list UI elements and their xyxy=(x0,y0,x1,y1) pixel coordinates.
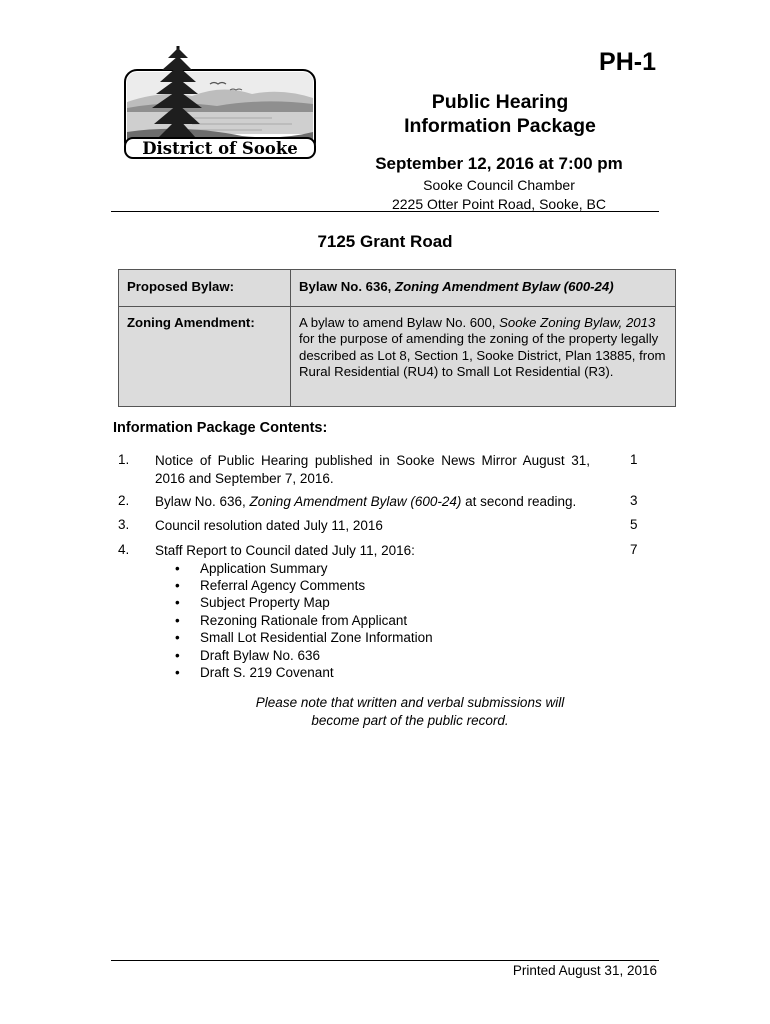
property-address: 7125 Grant Road xyxy=(317,232,453,251)
title-line-1: Public Hearing xyxy=(431,91,569,113)
table-row xyxy=(119,270,676,307)
logo-text: District of Sooke xyxy=(142,139,298,158)
document-code: PH-1 xyxy=(599,48,656,76)
list-item xyxy=(118,517,638,535)
list-item xyxy=(118,452,638,487)
item-text: Notice of Public Hearing published in Sooke News Mirror August 31, 2016 and September 7, 2016. xyxy=(155,453,590,486)
item-bylaw-name: Zoning Amendment Bylaw (600-24) xyxy=(249,494,462,509)
bullet-item: • Application Summary xyxy=(175,560,328,576)
item-text: Staff Report to Council dated July 11, 2016: • Application Summary • Referral Agency Comments • Subject Property Map • Rezoning Rationale from Applicant • Small Lot Residential Zone Information • Draft Bylaw No. 636 • Draft S. 219 Covenant xyxy=(155,542,590,681)
zoning-rest: for the purpose of amending the zoning of the property legally described as Lot 8, Section 1, Sooke District, Plan 13885, from Rural Residential (RU4) to Small Lot Residential (R3). xyxy=(299,331,666,379)
item-page: 3 xyxy=(630,493,638,508)
item-page: 1 xyxy=(630,452,638,467)
note-line-1: Please note that written and verbal submissions will xyxy=(255,695,565,710)
zoning-label: Zoning Amendment: xyxy=(119,306,291,406)
document-title xyxy=(380,90,620,138)
bullet-item: • Subject Property Map xyxy=(175,595,330,611)
item-number: 2. xyxy=(118,493,130,508)
list-item xyxy=(118,542,638,681)
item-page: 5 xyxy=(630,517,638,532)
zoning-bylaw-name: Sooke Zoning Bylaw, 2013 xyxy=(499,314,656,330)
item-text: Council resolution dated July 11, 2016 xyxy=(155,518,383,533)
printed-date: Printed August 31, 2016 xyxy=(512,963,657,978)
contents-heading: Information Package Contents: xyxy=(113,420,328,436)
bullet-item: • Small Lot Residential Zone Information xyxy=(175,630,433,646)
list-item xyxy=(118,493,638,511)
footer-divider xyxy=(111,960,659,961)
public-record-note xyxy=(200,694,620,730)
item-number: 1. xyxy=(118,452,130,467)
bylaw-prefix: Bylaw No. 636, xyxy=(299,279,396,294)
zoning-prefix: A bylaw to amend Bylaw No. 600, xyxy=(299,314,500,330)
venue-line-1: Sooke Council Chamber xyxy=(423,177,575,193)
title-line-2: Information Package xyxy=(404,115,596,137)
item-number: 4. xyxy=(118,542,130,557)
bullet-item: • Referral Agency Comments xyxy=(175,577,366,593)
bullet-item: • Draft S. 219 Covenant xyxy=(175,664,334,680)
table-row xyxy=(119,306,676,406)
zoning-value xyxy=(291,306,676,406)
staff-report-bullets xyxy=(155,560,590,682)
summary-table xyxy=(118,269,676,407)
bullet-item: • Draft Bylaw No. 636 xyxy=(175,647,321,663)
district-of-sooke-logo xyxy=(122,44,318,160)
item-text: Bylaw No. 636, Zoning Amendment Bylaw (600-24) at second reading. xyxy=(155,494,577,509)
venue-line-2: 2225 Otter Point Road, Sooke, BC xyxy=(391,196,606,212)
hearing-date: September 12, 2016 at 7:00 pm xyxy=(375,154,623,173)
item-number: 3. xyxy=(118,517,130,532)
bullet-item: • Rezoning Rationale from Applicant xyxy=(175,612,408,628)
header-divider xyxy=(111,211,659,212)
note-line-2: become part of the public record. xyxy=(311,713,509,728)
venue xyxy=(368,176,630,214)
item-page: 7 xyxy=(630,542,638,557)
bylaw-label: Proposed Bylaw: xyxy=(119,270,291,307)
bylaw-name: Zoning Amendment Bylaw (600-24) xyxy=(395,279,614,294)
bylaw-value xyxy=(291,270,676,307)
